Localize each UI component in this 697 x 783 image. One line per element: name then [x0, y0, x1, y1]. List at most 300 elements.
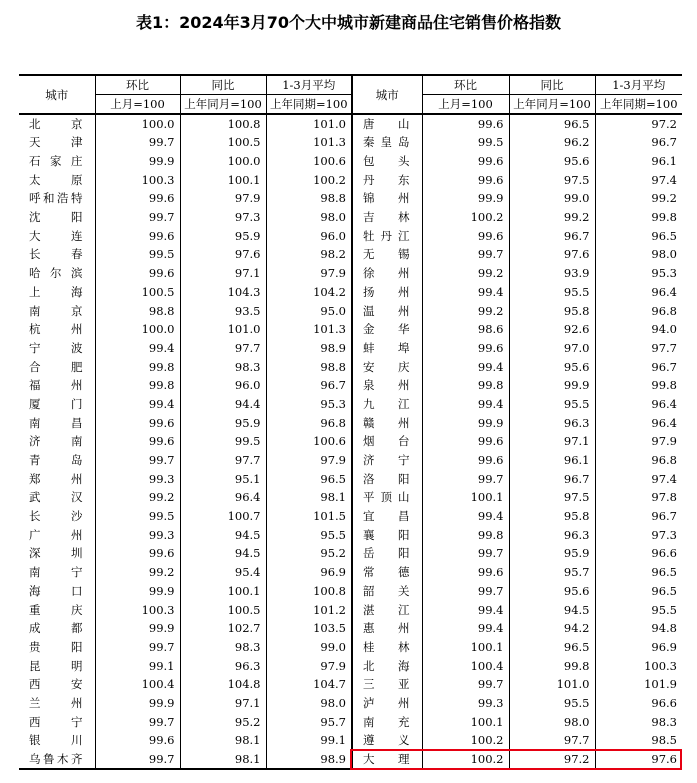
right-yoy-cell: 95.6	[509, 582, 595, 601]
right-mom-cell: 99.2	[422, 264, 509, 283]
right-mom-cell: 99.7	[422, 582, 509, 601]
right-yoy-cell: 94.2	[509, 619, 595, 638]
right-mom-cell: 99.4	[422, 283, 509, 302]
left-city-cell: 北京	[29, 117, 83, 131]
right-mom-cell: 99.6	[422, 114, 509, 133]
yoy-base-right: 上年同月=100	[509, 95, 595, 115]
right-mom-cell: 99.6	[422, 339, 509, 358]
left-city-cell: 沈阳	[29, 210, 83, 225]
table-row	[19, 320, 682, 339]
left-city-cell: 银川	[29, 733, 83, 748]
right-avg-cell: 97.8	[595, 488, 682, 507]
left-avg-cell: 95.5	[266, 525, 352, 544]
right-yoy-cell: 96.3	[509, 413, 595, 432]
right-city-cell: 温州	[352, 301, 422, 320]
table-row	[19, 563, 682, 582]
left-yoy-cell: 98.3	[180, 638, 266, 657]
right-avg-cell: 96.4	[595, 413, 682, 432]
header-row-1	[19, 75, 682, 95]
left-avg-cell: 100.8	[266, 582, 352, 601]
left-city-cell: 厦门	[29, 396, 83, 411]
left-mom-cell: 99.5	[95, 507, 180, 526]
left-avg-cell: 98.2	[266, 245, 352, 264]
right-yoy-cell: 95.6	[509, 152, 595, 171]
mom-base-right: 上月=100	[422, 95, 509, 115]
left-city-cell: 福州	[29, 378, 83, 393]
right-city-cell: 牡丹江	[352, 226, 422, 245]
right-mom-cell: 100.2	[422, 750, 509, 769]
left-yoy-cell: 97.7	[180, 451, 266, 470]
left-yoy-cell: 98.3	[180, 357, 266, 376]
right-city-cell: 金华	[352, 320, 422, 339]
left-avg-cell: 98.8	[266, 189, 352, 208]
right-city-cell: 无锡	[352, 245, 422, 264]
right-city-cell: 锦州	[352, 189, 422, 208]
right-city-cell: 惠州	[352, 619, 422, 638]
table-row	[19, 694, 682, 713]
right-city-cell: 包头	[352, 152, 422, 171]
left-yoy-cell: 100.7	[180, 507, 266, 526]
left-mom-cell: 99.7	[95, 208, 180, 227]
left-yoy-cell: 99.5	[180, 432, 266, 451]
right-mom-cell: 99.7	[422, 675, 509, 694]
left-yoy-cell: 97.7	[180, 339, 266, 358]
right-mom-cell: 100.1	[422, 712, 509, 731]
header-row-2	[19, 95, 682, 115]
left-mom-cell: 99.6	[95, 731, 180, 750]
table-row	[19, 656, 682, 675]
left-yoy-cell: 100.5	[180, 600, 266, 619]
table-row	[19, 413, 682, 432]
left-mom-cell: 99.6	[95, 413, 180, 432]
left-yoy-cell: 100.1	[180, 582, 266, 601]
left-avg-cell: 97.9	[266, 451, 352, 470]
yoy-header-right: 同比	[509, 75, 595, 95]
left-avg-cell: 99.0	[266, 638, 352, 657]
right-avg-cell: 99.2	[595, 189, 682, 208]
left-city-cell: 大连	[29, 228, 83, 243]
table-row	[19, 488, 682, 507]
left-avg-cell: 101.2	[266, 600, 352, 619]
right-yoy-cell: 96.7	[509, 469, 595, 488]
city-header-left: 城市	[19, 75, 95, 114]
right-mom-cell: 99.4	[422, 600, 509, 619]
table-row	[19, 264, 682, 283]
right-mom-cell: 99.2	[422, 301, 509, 320]
left-yoy-cell: 94.4	[180, 395, 266, 414]
avg-base-left: 上年同期=100	[266, 95, 352, 115]
left-avg-cell: 100.6	[266, 152, 352, 171]
right-avg-cell: 99.8	[595, 376, 682, 395]
table-title: 表1：2024年3月70个大中城市新建商品住宅销售价格指数	[135, 13, 562, 32]
left-mom-cell: 100.0	[95, 320, 180, 339]
left-avg-cell: 100.2	[266, 170, 352, 189]
table-row	[19, 357, 682, 376]
left-city-cell: 济南	[29, 434, 83, 449]
left-city-cell: 重庆	[29, 602, 83, 617]
right-yoy-cell: 101.0	[509, 675, 595, 694]
right-avg-cell: 96.8	[595, 301, 682, 320]
left-city-cell: 宁波	[29, 340, 83, 355]
right-yoy-cell: 97.5	[509, 488, 595, 507]
left-yoy-cell: 95.9	[180, 413, 266, 432]
mom-header-left: 环比	[95, 75, 180, 95]
left-yoy-cell: 100.5	[180, 133, 266, 152]
left-mom-cell: 99.1	[95, 656, 180, 675]
table-row	[19, 432, 682, 451]
right-mom-cell: 99.9	[422, 413, 509, 432]
left-city-cell: 南京	[29, 303, 83, 318]
right-city-cell: 九江	[352, 395, 422, 414]
right-yoy-cell: 96.3	[509, 525, 595, 544]
right-avg-cell: 94.0	[595, 320, 682, 339]
avg-base-right: 上年同期=100	[595, 95, 682, 115]
left-yoy-cell: 97.6	[180, 245, 266, 264]
left-avg-cell: 95.3	[266, 395, 352, 414]
left-mom-cell: 99.7	[95, 451, 180, 470]
right-city-cell: 丹东	[352, 170, 422, 189]
mom-header-right: 环比	[422, 75, 509, 95]
right-city-cell: 蚌埠	[352, 339, 422, 358]
right-city-cell: 襄阳	[352, 525, 422, 544]
table-row	[19, 395, 682, 414]
avg-header-right: 1-3月平均	[595, 75, 682, 95]
table-row	[19, 712, 682, 731]
left-city-cell: 广州	[29, 527, 83, 542]
right-yoy-cell: 99.2	[509, 208, 595, 227]
left-yoy-cell: 104.8	[180, 675, 266, 694]
left-mom-cell: 99.7	[95, 712, 180, 731]
left-city-cell: 哈尔滨	[29, 266, 83, 281]
right-city-cell: 三亚	[352, 675, 422, 694]
right-city-cell: 扬州	[352, 283, 422, 302]
right-yoy-cell: 95.8	[509, 507, 595, 526]
right-city-cell: 烟台	[352, 432, 422, 451]
right-avg-cell: 96.6	[595, 544, 682, 563]
right-yoy-cell: 96.1	[509, 451, 595, 470]
right-avg-cell: 98.5	[595, 731, 682, 750]
right-avg-cell: 97.2	[595, 114, 682, 133]
right-avg-cell: 97.3	[595, 525, 682, 544]
left-yoy-cell: 97.9	[180, 189, 266, 208]
table-row	[19, 245, 682, 264]
price-index-table	[19, 74, 682, 770]
table-row	[19, 283, 682, 302]
right-yoy-cell: 95.5	[509, 283, 595, 302]
left-yoy-cell: 100.1	[180, 170, 266, 189]
left-city-cell: 杭州	[29, 322, 83, 337]
left-mom-cell: 99.8	[95, 376, 180, 395]
left-city-cell: 西宁	[29, 714, 83, 729]
right-city-cell: 济宁	[352, 451, 422, 470]
left-mom-cell: 99.9	[95, 582, 180, 601]
right-mom-cell: 100.4	[422, 656, 509, 675]
right-yoy-cell: 95.5	[509, 395, 595, 414]
left-city-cell: 海口	[29, 583, 83, 598]
left-yoy-cell: 100.0	[180, 152, 266, 171]
left-mom-cell: 99.6	[95, 226, 180, 245]
right-avg-cell: 95.5	[595, 600, 682, 619]
left-city-cell: 天津	[29, 135, 83, 150]
left-avg-cell: 97.9	[266, 264, 352, 283]
left-avg-cell: 104.7	[266, 675, 352, 694]
left-city-cell: 南昌	[29, 415, 83, 430]
left-city-cell: 贵阳	[29, 639, 83, 654]
table-row	[19, 170, 682, 189]
left-mom-cell: 99.3	[95, 525, 180, 544]
left-yoy-cell: 100.8	[180, 114, 266, 133]
left-mom-cell: 100.5	[95, 283, 180, 302]
left-avg-cell: 95.2	[266, 544, 352, 563]
left-avg-cell: 101.3	[266, 133, 352, 152]
table-row	[19, 544, 682, 563]
right-yoy-cell: 93.9	[509, 264, 595, 283]
right-city-cell: 徐州	[352, 264, 422, 283]
right-avg-cell: 99.8	[595, 208, 682, 227]
mom-base-left: 上月=100	[95, 95, 180, 115]
right-mom-cell: 99.6	[422, 563, 509, 582]
right-mom-cell: 100.1	[422, 488, 509, 507]
right-avg-cell: 94.8	[595, 619, 682, 638]
left-yoy-cell: 95.2	[180, 712, 266, 731]
left-avg-cell: 101.5	[266, 507, 352, 526]
table-row	[19, 619, 682, 638]
left-mom-cell: 99.6	[95, 189, 180, 208]
left-mom-cell: 99.6	[95, 544, 180, 563]
right-yoy-cell: 92.6	[509, 320, 595, 339]
right-city-cell: 洛阳	[352, 469, 422, 488]
left-city-cell: 合肥	[29, 359, 83, 374]
left-avg-cell: 96.5	[266, 469, 352, 488]
right-avg-cell: 96.5	[595, 582, 682, 601]
right-avg-cell: 96.5	[595, 226, 682, 245]
right-mom-cell: 100.2	[422, 731, 509, 750]
left-yoy-cell: 98.1	[180, 731, 266, 750]
right-mom-cell: 99.8	[422, 525, 509, 544]
right-avg-cell: 97.7	[595, 339, 682, 358]
left-yoy-cell: 94.5	[180, 525, 266, 544]
right-mom-cell: 99.4	[422, 507, 509, 526]
right-mom-cell: 99.4	[422, 619, 509, 638]
right-avg-cell: 96.7	[595, 507, 682, 526]
right-city-cell: 大理	[352, 750, 422, 769]
right-mom-cell: 100.1	[422, 638, 509, 657]
right-avg-cell: 96.4	[595, 283, 682, 302]
table-row	[19, 507, 682, 526]
table-row	[19, 301, 682, 320]
right-mom-cell: 99.6	[422, 451, 509, 470]
left-avg-cell: 96.7	[266, 376, 352, 395]
left-city-cell: 长沙	[29, 509, 83, 524]
right-yoy-cell: 96.7	[509, 226, 595, 245]
table-row	[19, 675, 682, 694]
right-avg-cell: 97.4	[595, 170, 682, 189]
left-mom-cell: 98.8	[95, 301, 180, 320]
left-city-cell: 西安	[29, 677, 83, 692]
left-mom-cell: 100.0	[95, 114, 180, 133]
left-mom-cell: 100.3	[95, 600, 180, 619]
right-mom-cell: 99.7	[422, 469, 509, 488]
right-avg-cell: 96.7	[595, 133, 682, 152]
right-mom-cell: 99.6	[422, 226, 509, 245]
left-yoy-cell: 95.4	[180, 563, 266, 582]
left-city-cell: 乌鲁木齐	[19, 750, 95, 769]
right-mom-cell: 99.6	[422, 152, 509, 171]
right-yoy-cell: 95.7	[509, 563, 595, 582]
right-yoy-cell: 96.2	[509, 133, 595, 152]
table-row	[19, 208, 682, 227]
avg-header-left: 1-3月平均	[266, 75, 352, 95]
left-avg-cell: 104.2	[266, 283, 352, 302]
right-mom-cell: 99.3	[422, 694, 509, 713]
right-mom-cell: 99.8	[422, 376, 509, 395]
right-mom-cell: 99.6	[422, 432, 509, 451]
right-yoy-cell: 96.5	[509, 638, 595, 657]
right-avg-cell: 97.9	[595, 432, 682, 451]
right-city-cell: 韶关	[352, 582, 422, 601]
left-mom-cell: 100.4	[95, 675, 180, 694]
right-yoy-cell: 99.9	[509, 376, 595, 395]
left-avg-cell: 98.0	[266, 208, 352, 227]
table-row	[19, 226, 682, 245]
left-yoy-cell: 94.5	[180, 544, 266, 563]
right-mom-cell: 99.7	[422, 544, 509, 563]
left-mom-cell: 99.2	[95, 563, 180, 582]
left-city-cell: 昆明	[29, 658, 83, 673]
right-city-cell: 湛江	[352, 600, 422, 619]
table-row	[19, 339, 682, 358]
left-city-cell: 青岛	[29, 453, 83, 468]
right-city-cell: 平顶山	[352, 488, 422, 507]
left-city-cell: 深圳	[29, 546, 83, 561]
right-city-cell: 南充	[352, 712, 422, 731]
left-avg-cell: 98.0	[266, 694, 352, 713]
left-mom-cell: 99.7	[95, 638, 180, 657]
right-yoy-cell: 97.2	[509, 750, 595, 769]
right-avg-cell: 97.6	[595, 750, 682, 769]
left-yoy-cell: 101.0	[180, 320, 266, 339]
right-yoy-cell: 97.0	[509, 339, 595, 358]
left-city-cell: 武汉	[29, 490, 83, 505]
right-city-cell: 唐山	[352, 114, 422, 133]
left-avg-cell: 101.3	[266, 320, 352, 339]
left-city-cell: 长春	[29, 247, 83, 262]
left-mom-cell: 99.7	[95, 750, 180, 769]
left-mom-cell: 99.6	[95, 432, 180, 451]
left-mom-cell: 99.7	[95, 133, 180, 152]
right-yoy-cell: 97.5	[509, 170, 595, 189]
left-yoy-cell: 95.1	[180, 469, 266, 488]
right-yoy-cell: 98.0	[509, 712, 595, 731]
right-avg-cell: 96.4	[595, 395, 682, 414]
left-avg-cell: 101.0	[266, 114, 352, 133]
left-city-cell: 太原	[29, 172, 83, 187]
left-yoy-cell: 104.3	[180, 283, 266, 302]
left-avg-cell: 96.8	[266, 413, 352, 432]
table-row	[19, 731, 682, 750]
table-row	[19, 133, 682, 152]
table-row	[19, 152, 682, 171]
right-mom-cell: 100.2	[422, 208, 509, 227]
right-mom-cell: 99.9	[422, 189, 509, 208]
left-mom-cell: 99.3	[95, 469, 180, 488]
right-yoy-cell: 97.1	[509, 432, 595, 451]
right-yoy-cell: 97.7	[509, 731, 595, 750]
right-city-cell: 岳阳	[352, 544, 422, 563]
left-city-cell: 石家庄	[29, 154, 83, 169]
left-mom-cell: 99.2	[95, 488, 180, 507]
left-yoy-cell: 96.3	[180, 656, 266, 675]
left-yoy-cell: 97.3	[180, 208, 266, 227]
left-yoy-cell: 97.1	[180, 264, 266, 283]
left-avg-cell: 99.1	[266, 731, 352, 750]
table-row	[19, 114, 682, 133]
right-mom-cell: 99.4	[422, 395, 509, 414]
left-mom-cell: 99.4	[95, 395, 180, 414]
left-city-cell: 呼和浩特	[29, 191, 83, 206]
left-avg-cell: 96.9	[266, 563, 352, 582]
left-avg-cell: 98.1	[266, 488, 352, 507]
right-city-cell: 北海	[352, 656, 422, 675]
left-yoy-cell: 96.4	[180, 488, 266, 507]
left-avg-cell: 95.0	[266, 301, 352, 320]
city-header-right: 城市	[352, 75, 422, 114]
right-avg-cell: 96.1	[595, 152, 682, 171]
table-row	[19, 469, 682, 488]
right-city-cell: 泉州	[352, 376, 422, 395]
left-city-cell: 兰州	[29, 695, 83, 710]
right-avg-cell: 97.4	[595, 469, 682, 488]
table-row	[19, 451, 682, 470]
right-mom-cell: 99.5	[422, 133, 509, 152]
left-avg-cell: 95.7	[266, 712, 352, 731]
table-row	[19, 582, 682, 601]
left-avg-cell: 96.0	[266, 226, 352, 245]
right-city-cell: 常德	[352, 563, 422, 582]
right-avg-cell: 96.8	[595, 451, 682, 470]
right-city-cell: 桂林	[352, 638, 422, 657]
right-city-cell: 遵义	[352, 731, 422, 750]
right-yoy-cell: 97.6	[509, 245, 595, 264]
right-avg-cell: 100.3	[595, 656, 682, 675]
right-avg-cell: 95.3	[595, 264, 682, 283]
right-city-cell: 安庆	[352, 357, 422, 376]
right-yoy-cell: 95.9	[509, 544, 595, 563]
left-city-cell: 上海	[29, 284, 83, 299]
right-yoy-cell: 95.5	[509, 694, 595, 713]
left-mom-cell: 99.5	[95, 245, 180, 264]
right-yoy-cell: 99.0	[509, 189, 595, 208]
left-mom-cell: 99.9	[95, 694, 180, 713]
left-yoy-cell: 96.0	[180, 376, 266, 395]
right-yoy-cell: 94.5	[509, 600, 595, 619]
left-mom-cell: 99.4	[95, 339, 180, 358]
left-avg-cell: 98.9	[266, 339, 352, 358]
right-mom-cell: 99.4	[422, 357, 509, 376]
left-mom-cell: 99.9	[95, 152, 180, 171]
yoy-base-left: 上年同月=100	[180, 95, 266, 115]
left-city-cell: 南宁	[29, 565, 83, 580]
table-row	[19, 638, 682, 657]
left-avg-cell: 98.9	[266, 750, 352, 769]
right-avg-cell: 96.5	[595, 563, 682, 582]
right-yoy-cell: 96.5	[509, 114, 595, 133]
yoy-header-left: 同比	[180, 75, 266, 95]
left-yoy-cell: 98.1	[180, 750, 266, 769]
left-avg-cell: 97.9	[266, 656, 352, 675]
left-mom-cell: 100.3	[95, 170, 180, 189]
left-yoy-cell: 102.7	[180, 619, 266, 638]
